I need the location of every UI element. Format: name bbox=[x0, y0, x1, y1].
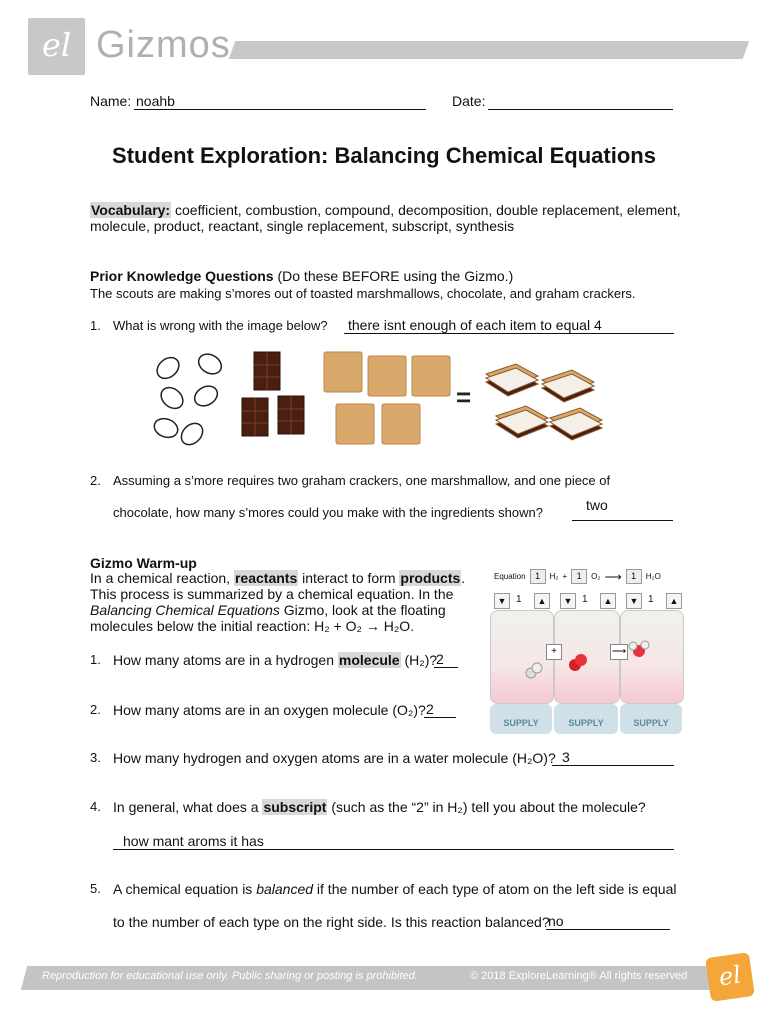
warmup-p2: This process is summarized by a chemical equation. In the bbox=[90, 586, 454, 602]
coef-o2[interactable]: 1 bbox=[571, 569, 587, 584]
prior-a1: there isnt enough of each item to equal 4 bbox=[348, 317, 602, 333]
vocab-line1: coefficient, combustion, compound, decomposition, double replacement, element, bbox=[171, 202, 681, 218]
warmup-q4-num: 4. bbox=[90, 799, 101, 814]
vocab-line2: molecule, product, reactant, single replacement, subscript, synthesis bbox=[90, 218, 515, 234]
smores bbox=[486, 364, 602, 440]
warmup-para bbox=[90, 570, 470, 634]
term-subscript: subscript bbox=[263, 799, 327, 815]
warmup-q1-b: (H₂)? bbox=[400, 652, 438, 668]
warmup-q4-a: In general, what does a bbox=[113, 799, 263, 815]
smores-illustration bbox=[150, 346, 620, 456]
warmup-q1-a: How many atoms are in a hydrogen bbox=[113, 652, 338, 668]
vocabulary bbox=[90, 202, 690, 234]
warmup-p1-b: interact to form bbox=[298, 570, 400, 586]
warmup-q3: How many hydrogen and oxygen atoms are in a water molecule (H₂O)? bbox=[113, 750, 556, 766]
prior-a1-field[interactable] bbox=[344, 316, 674, 334]
counter-h2o: 1 bbox=[648, 594, 654, 605]
warmup-a5-field[interactable] bbox=[546, 912, 670, 930]
species-h2: H₂ bbox=[549, 572, 559, 581]
header-bar bbox=[229, 41, 750, 59]
coef-h2o[interactable]: 1 bbox=[626, 569, 642, 584]
term-balanced: balanced bbox=[256, 881, 314, 897]
prior-note: (Do these BEFORE using the Gizmo.) bbox=[273, 268, 514, 284]
coef-h2[interactable]: 1 bbox=[530, 569, 546, 584]
prior-heading: Prior Knowledge Questions bbox=[90, 268, 274, 284]
plus-button[interactable]: + bbox=[546, 644, 562, 660]
species-h2o: H₂O bbox=[645, 572, 661, 581]
prior-q2-line1: Assuming a s’more requires two graham crackers, one marshmallow, and one piece of bbox=[113, 473, 611, 488]
warmup-a4-field[interactable] bbox=[113, 832, 674, 850]
warmup-a1-field[interactable] bbox=[434, 650, 458, 668]
species-o2: O₂ bbox=[591, 572, 601, 581]
increment-h2o-button[interactable]: ▲ bbox=[666, 593, 682, 609]
prior-a2: two bbox=[586, 497, 608, 513]
panel-h2 bbox=[490, 610, 554, 704]
term-reactants: reactants bbox=[234, 570, 298, 586]
gizmo-equation-row bbox=[494, 569, 661, 584]
logo-text: el bbox=[41, 26, 72, 64]
date-label: Date: bbox=[452, 93, 486, 109]
warmup-a2: 2 bbox=[426, 701, 434, 717]
name-label: Name: bbox=[90, 93, 132, 109]
chocolate-bars bbox=[242, 352, 304, 436]
prior-q1: What is wrong with the image below? bbox=[113, 318, 328, 333]
warmup-q5-line2: to the number of each type on the right side. Is this reaction balanced? bbox=[113, 914, 550, 930]
supply-o2-button[interactable] bbox=[554, 704, 618, 734]
warmup-p1-a: In a chemical reaction, bbox=[90, 570, 234, 586]
warmup-q4 bbox=[113, 799, 646, 815]
footer-copyright: © 2018 ExploreLearning® All rights reserved bbox=[470, 970, 688, 982]
increment-h2-button[interactable]: ▲ bbox=[534, 593, 550, 609]
name-field[interactable] bbox=[134, 92, 426, 110]
warmup-p4: molecules below the initial reaction: H₂ + O₂ → H₂O. bbox=[90, 618, 415, 634]
supply-h2-label: SUPPLY bbox=[503, 718, 539, 728]
term-products: products bbox=[400, 570, 461, 586]
warmup-heading: Gizmo Warm-up bbox=[90, 555, 197, 571]
arrow-button[interactable]: ⟶ bbox=[610, 644, 628, 660]
warmup-q2: How many atoms are in an oxygen molecule (O₂)? bbox=[113, 702, 426, 718]
explorelearning-logo bbox=[705, 952, 755, 1002]
warmup-q5-line1 bbox=[113, 881, 676, 897]
graham-crackers bbox=[324, 352, 450, 444]
prior-heading-line bbox=[90, 268, 513, 284]
warmup-a4: how mant aroms it has bbox=[123, 833, 264, 849]
counter-o2: 1 bbox=[582, 594, 588, 605]
date-field[interactable] bbox=[488, 92, 673, 110]
warmup-q5-b: if the number of each type of atom on the left side is equal bbox=[313, 881, 677, 897]
brand-title: Gizmos bbox=[96, 24, 231, 66]
supply-h2o-label: SUPPLY bbox=[633, 718, 669, 728]
supply-h2-button[interactable] bbox=[490, 704, 552, 734]
warmup-q2-num: 2. bbox=[90, 702, 101, 717]
term-molecule: molecule bbox=[338, 652, 400, 668]
gizmo-screenshot bbox=[490, 566, 690, 746]
warmup-q5-num: 5. bbox=[90, 881, 101, 896]
plus-sign: + bbox=[562, 572, 568, 581]
warmup-a2-field[interactable] bbox=[424, 700, 456, 718]
prior-q2-num: 2. bbox=[90, 473, 101, 488]
warmup-a5: no bbox=[548, 913, 564, 929]
warmup-q4-b: (such as the “2” in H₂) tell you about the molecule? bbox=[327, 799, 646, 815]
h2-molecule-icon bbox=[491, 611, 553, 703]
warmup-p3-italic: Balancing Chemical Equations bbox=[90, 602, 280, 618]
name-value: noahb bbox=[136, 93, 175, 109]
warmup-q1 bbox=[113, 652, 437, 668]
yields-arrow: ⟶ bbox=[604, 569, 622, 584]
decrement-h2o-button[interactable]: ▼ bbox=[626, 593, 642, 609]
vocab-label: Vocabulary: bbox=[91, 202, 171, 218]
supply-h2o-button[interactable] bbox=[620, 704, 682, 734]
counter-h2: 1 bbox=[516, 594, 522, 605]
equation-label: Equation bbox=[494, 572, 526, 581]
h2o-molecule-icon bbox=[621, 611, 683, 703]
footer-disclaimer: Reproduction for educational use only. Public sharing or posting is prohibited. bbox=[42, 970, 418, 982]
decrement-o2-button[interactable]: ▼ bbox=[560, 593, 576, 609]
prior-a2-field[interactable] bbox=[572, 497, 673, 521]
prior-q1-num: 1. bbox=[90, 318, 101, 333]
marshmallows bbox=[152, 350, 225, 449]
equals-sign: = bbox=[456, 382, 472, 412]
footer-logo-text: el bbox=[717, 960, 743, 992]
warmup-q3-num: 3. bbox=[90, 750, 101, 765]
gizmos-logo bbox=[28, 18, 85, 75]
decrement-h2-button[interactable]: ▼ bbox=[494, 593, 510, 609]
panel-h2o bbox=[620, 610, 684, 704]
warmup-p1-c: . bbox=[461, 570, 466, 586]
warmup-q1-num: 1. bbox=[90, 652, 101, 667]
increment-o2-button[interactable]: ▲ bbox=[600, 593, 616, 609]
warmup-q5-a: A chemical equation is bbox=[113, 881, 257, 897]
warmup-a3: 3 bbox=[562, 749, 570, 765]
prior-q2-line2: chocolate, how many s’mores could you make with the ingredients shown? bbox=[113, 505, 543, 520]
page-title: Student Exploration: Balancing Chemical Equations bbox=[112, 143, 656, 168]
supply-o2-label: SUPPLY bbox=[568, 718, 604, 728]
warmup-a3-field[interactable] bbox=[552, 748, 674, 766]
prior-intro: The scouts are making s’mores out of toasted marshmallows, chocolate, and graham crackers. bbox=[90, 286, 636, 301]
warmup-a1: 2 bbox=[436, 651, 444, 667]
warmup-p3-rest: Gizmo, look at the floating bbox=[279, 602, 446, 618]
